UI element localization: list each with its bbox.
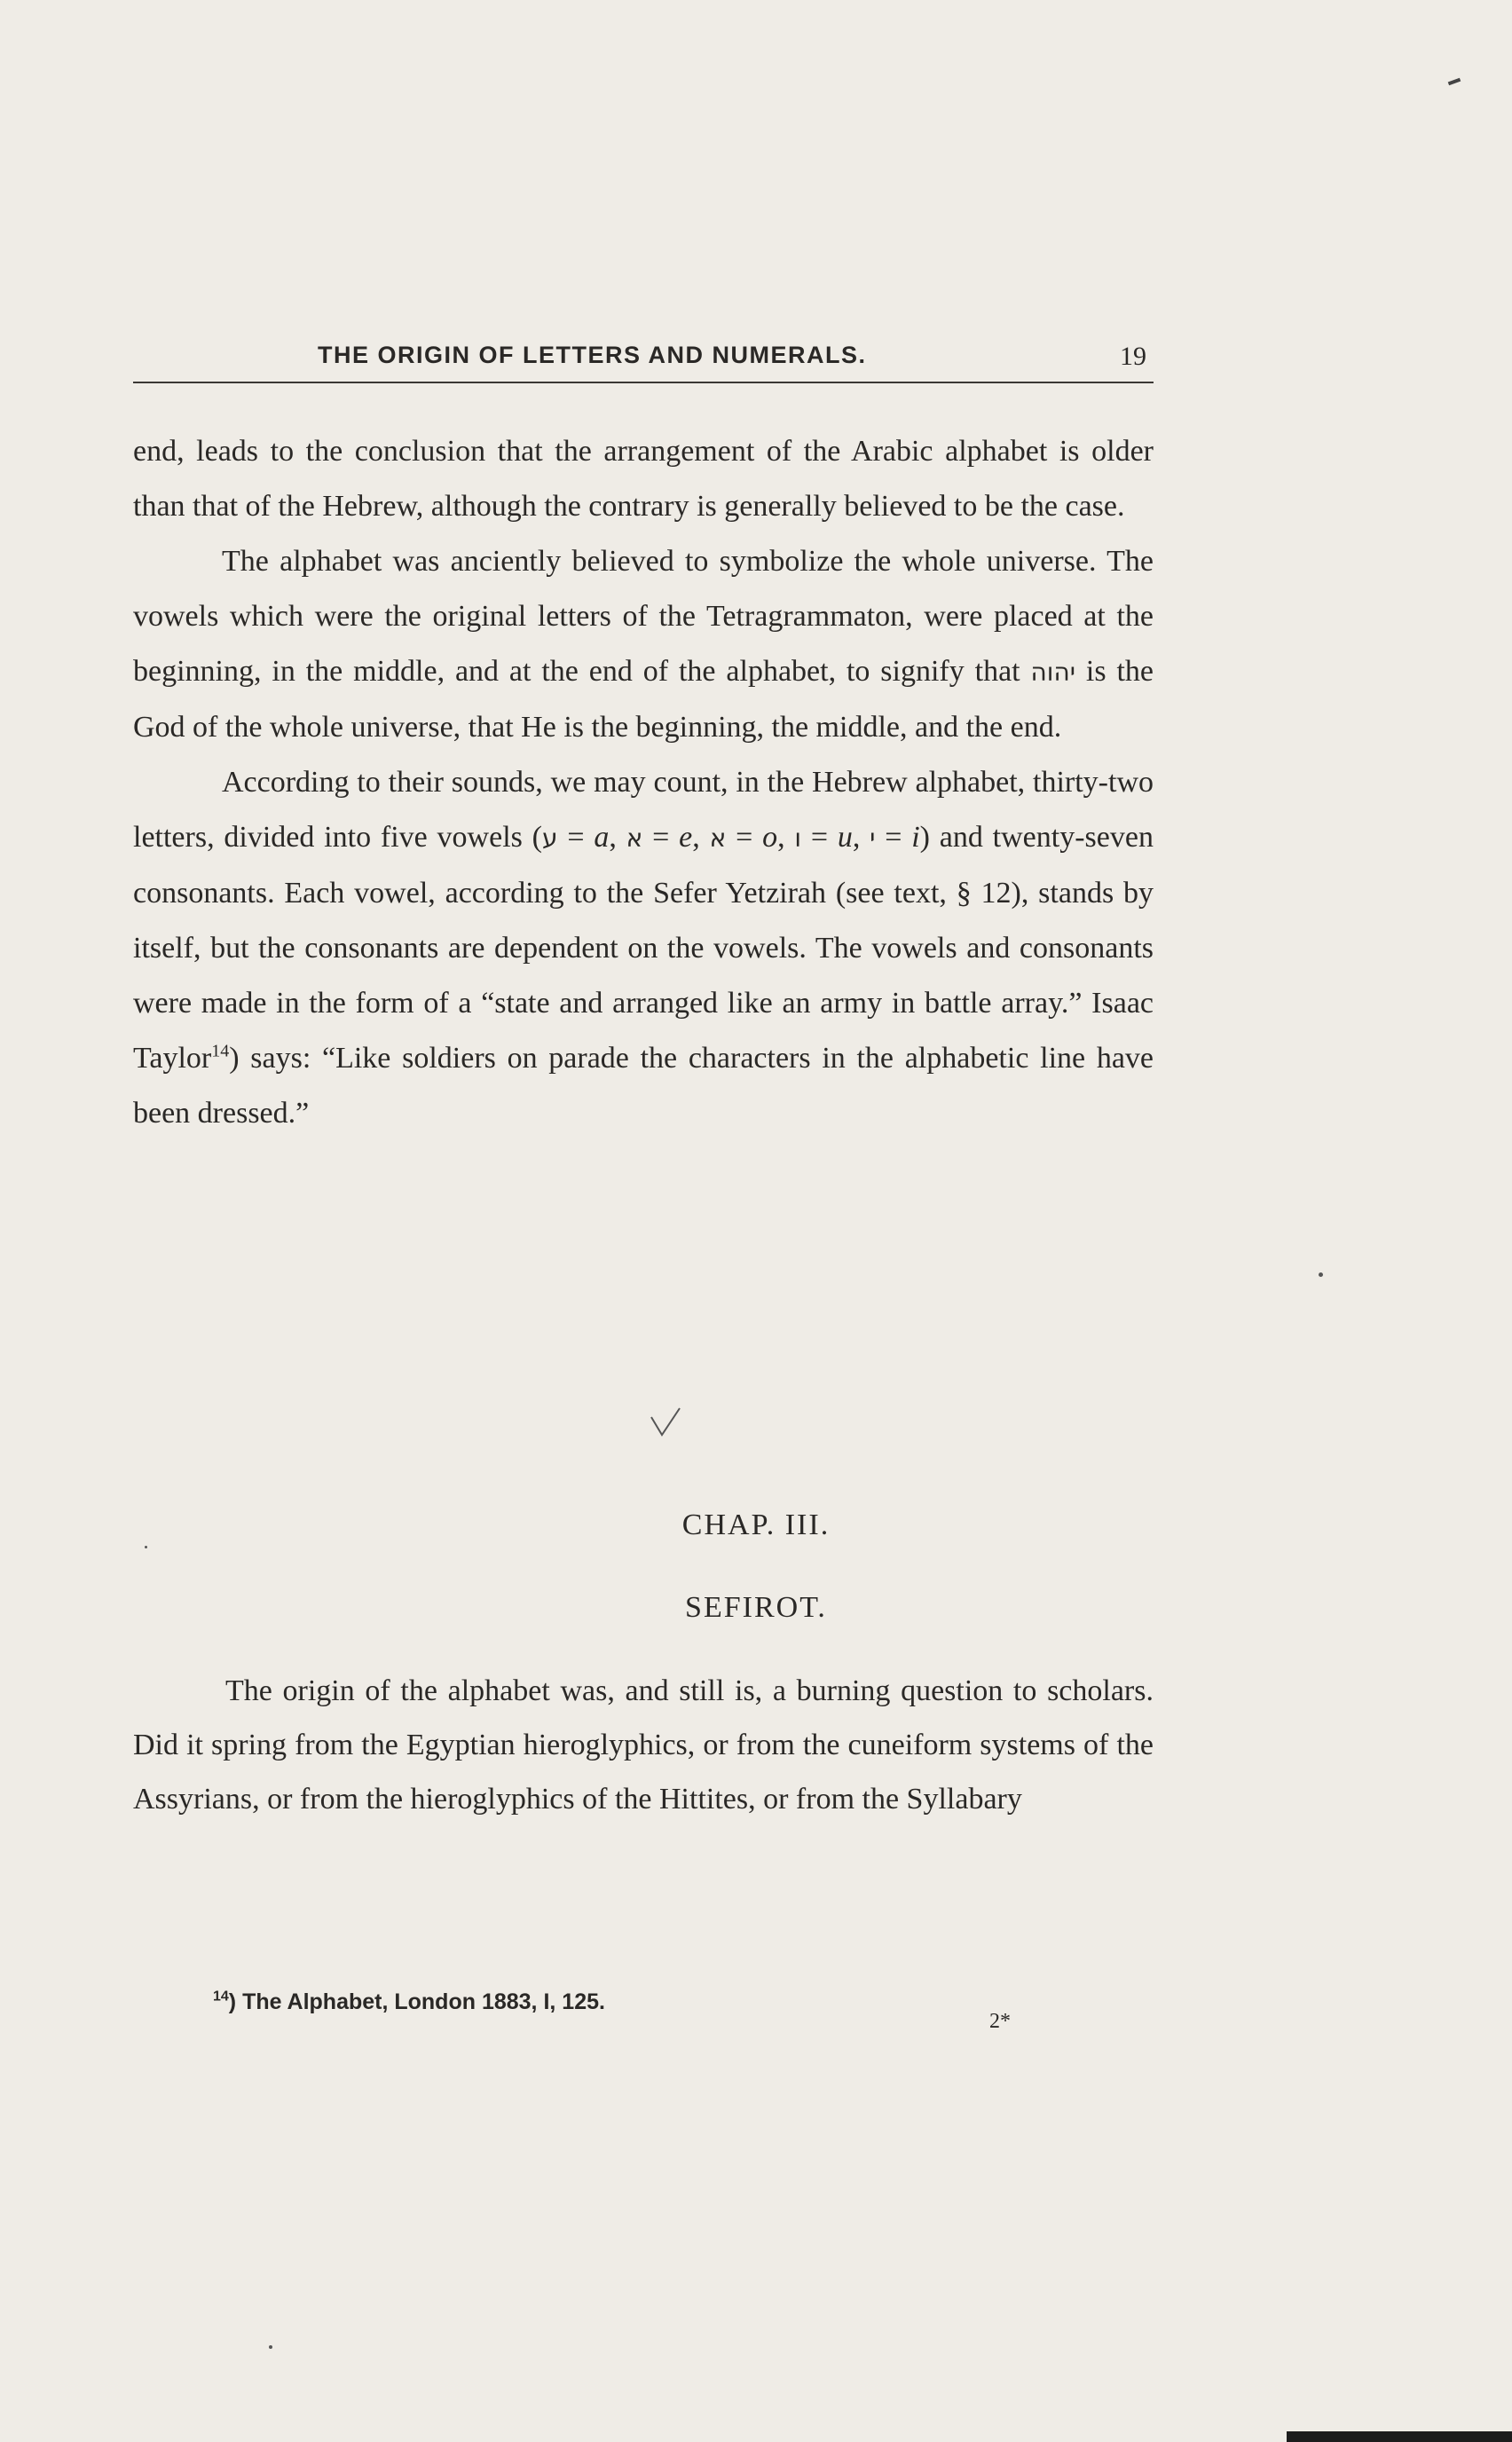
scan-edge-bar: [1287, 2431, 1512, 2442]
signature-mark: 2*: [989, 2010, 1011, 2033]
page-number: 19: [1120, 342, 1146, 371]
footnote-reference: 14: [211, 1041, 230, 1061]
footnote-text: ) The Alphabet, London 1883, I, 125.: [228, 1989, 605, 2014]
paragraph-4: The origin of the alphabet was, and still is, a burning question to scholars. Did it spring from the Egyptian hieroglyphics, or from the cuneiform systems of the Assyrians, or from the hieroglyphics of the Hittites, or from the Syllabary: [133, 1674, 1154, 1816]
paragraph-1: end, leads to the conclusion that the arrangement of the Arabic alphabet is older than that of the Hebrew, although the contrary is generally believed to be the case.: [133, 435, 1154, 523]
speck: [1319, 1272, 1323, 1277]
footnote: [213, 1989, 605, 2015]
chapter-body: [133, 1664, 1154, 1826]
chapter-subtitle: SEFIROT.: [685, 1591, 827, 1624]
vowel-list: ע = a, א = e, א = o, ו = u, י = i: [542, 821, 920, 854]
footnote-marker: 14: [213, 1989, 229, 2005]
chapter-title: CHAP. III.: [681, 1509, 831, 1541]
scan-mark: [1448, 78, 1461, 86]
check-mark-icon: [648, 1405, 683, 1440]
running-title: THE ORIGIN OF LETTERS AND NUMERALS.: [318, 342, 867, 368]
paragraph-2: The alphabet was anciently believed to symbolize the whole universe. The vowels which were the original letters of the Tetragrammaton, were placed at the beginning, in the middle, and at the end of the alphabet, to signify that יהוה is the God of the whole universe, that He is the beginning, the middle, and the end.: [133, 545, 1154, 744]
speck: [145, 1546, 147, 1548]
paragraph-3: According to their sounds, we may count, in the Hebrew alphabet, thirty-two letters, divided into five vowels (ע = a, א = e, א = o, ו = u, י = i) and twenty-seven consonants. Each vowel, according to the Sefer Yetzirah (see text, § 12), stands by itself, but the consonants are dependent on the vowels. The vowels and consonants were made in the form of a “state and arranged like an army in battle array.” Isaac Taylor$^{14}$) says: “Like soldiers on parade the characters in the alphabetic line have been dressed.”: [133, 766, 1154, 1130]
body-text: [133, 424, 1154, 1141]
speck: [269, 2345, 272, 2349]
tetragrammaton: יהוה: [1030, 658, 1075, 687]
page-header: [133, 341, 1154, 383]
